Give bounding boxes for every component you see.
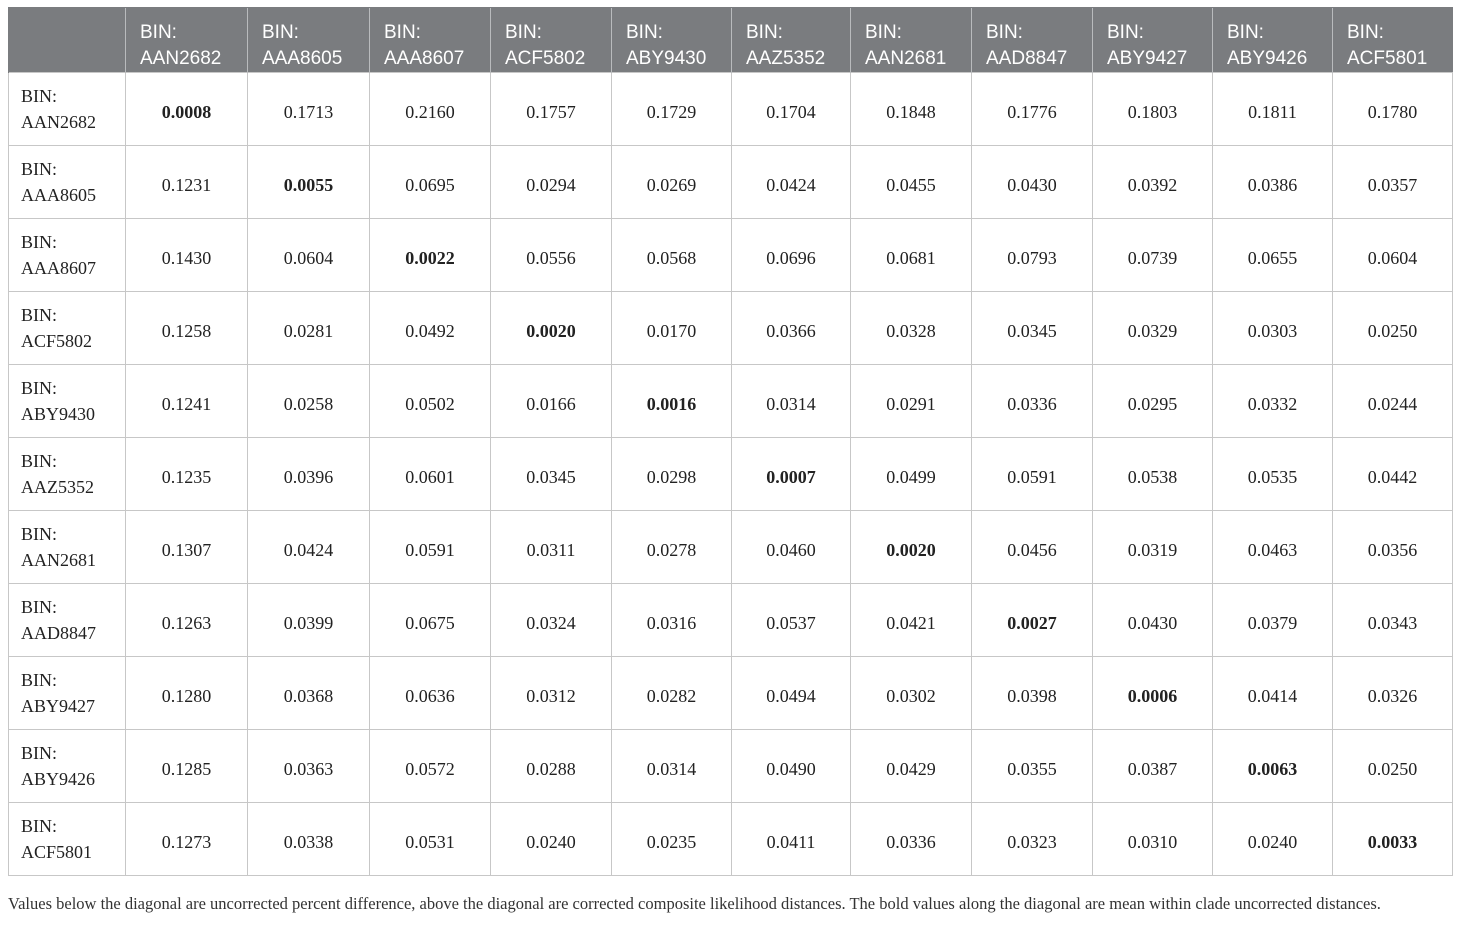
- distance-value-cell: 0.1776: [972, 73, 1093, 146]
- diagonal-value-cell: 0.0008: [126, 73, 248, 146]
- distance-value-cell: 0.0312: [491, 657, 612, 730]
- distance-value-cell: 0.0311: [491, 511, 612, 584]
- diagonal-value-cell: 0.0016: [612, 365, 732, 438]
- column-header: [1093, 8, 1213, 73]
- distance-value-cell: 0.0681: [851, 219, 972, 292]
- distance-value-cell: 0.0424: [732, 146, 851, 219]
- distance-value-cell: 0.1285: [126, 730, 248, 803]
- distance-value-cell: 0.0460: [732, 511, 851, 584]
- distance-value-cell: 0.0695: [370, 146, 491, 219]
- bin-code-label: ABY9427: [1107, 48, 1188, 69]
- distance-value-cell: 0.0490: [732, 730, 851, 803]
- distance-value-cell: 0.0655: [1213, 219, 1333, 292]
- distance-value-cell: 0.0636: [370, 657, 491, 730]
- distance-value-cell: 0.1263: [126, 584, 248, 657]
- bin-prefix-label: BIN:: [746, 22, 783, 43]
- distance-value-cell: 0.0591: [370, 511, 491, 584]
- table-row: [9, 219, 1453, 292]
- diagonal-value-cell: 0.0007: [732, 438, 851, 511]
- distance-value-cell: 0.0604: [248, 219, 370, 292]
- distance-value-cell: 0.0601: [370, 438, 491, 511]
- row-header-cell: [9, 511, 126, 584]
- distance-value-cell: 0.0455: [851, 146, 972, 219]
- table-row: [9, 292, 1453, 365]
- distance-value-cell: 0.0356: [1333, 511, 1453, 584]
- bin-code-label: ABY9430: [21, 404, 96, 424]
- distance-value-cell: 0.0278: [612, 511, 732, 584]
- distance-value-cell: 0.1713: [248, 73, 370, 146]
- distance-value-cell: 0.0329: [1093, 292, 1213, 365]
- distance-value-cell: 0.0258: [248, 365, 370, 438]
- distance-value-cell: 0.0310: [1093, 803, 1213, 876]
- distance-value-cell: 0.0170: [612, 292, 732, 365]
- distance-value-cell: 0.1780: [1333, 73, 1453, 146]
- distance-value-cell: 0.1729: [612, 73, 732, 146]
- distance-value-cell: 0.0379: [1213, 584, 1333, 657]
- bin-code-label: ACF5801: [1347, 48, 1428, 69]
- distance-value-cell: 0.0430: [972, 146, 1093, 219]
- distance-value-cell: 0.1430: [126, 219, 248, 292]
- table-row: [9, 730, 1453, 803]
- bin-prefix-label: BIN:: [262, 22, 299, 43]
- table-header: [9, 8, 1453, 73]
- distance-value-cell: 0.0363: [248, 730, 370, 803]
- distance-value-cell: 0.0456: [972, 511, 1093, 584]
- distance-value-cell: 0.0281: [248, 292, 370, 365]
- bin-code-label: AAD8847: [21, 623, 96, 643]
- distance-value-cell: 0.0326: [1333, 657, 1453, 730]
- table-row: [9, 657, 1453, 730]
- distance-value-cell: 0.0696: [732, 219, 851, 292]
- column-header: [370, 8, 491, 73]
- distance-value-cell: 0.0343: [1333, 584, 1453, 657]
- bin-prefix-label: BIN:: [1107, 22, 1144, 43]
- distance-value-cell: 0.0328: [851, 292, 972, 365]
- distance-value-cell: 0.0591: [972, 438, 1093, 511]
- column-header: [972, 8, 1093, 73]
- distance-value-cell: 0.1803: [1093, 73, 1213, 146]
- bin-code-label: ACF5801: [21, 842, 93, 862]
- distance-value-cell: 0.0538: [1093, 438, 1213, 511]
- distance-matrix-table: [8, 7, 1453, 876]
- bin-prefix-label: BIN:: [140, 22, 177, 43]
- bin-prefix-label: BIN:: [21, 232, 57, 252]
- distance-value-cell: 0.2160: [370, 73, 491, 146]
- distance-value-cell: 0.0338: [248, 803, 370, 876]
- bin-prefix-label: BIN:: [986, 22, 1023, 43]
- diagonal-value-cell: 0.0022: [370, 219, 491, 292]
- distance-value-cell: 0.0355: [972, 730, 1093, 803]
- distance-value-cell: 0.0421: [851, 584, 972, 657]
- distance-value-cell: 0.0675: [370, 584, 491, 657]
- diagonal-value-cell: 0.0020: [491, 292, 612, 365]
- distance-value-cell: 0.0316: [612, 584, 732, 657]
- distance-value-cell: 0.0556: [491, 219, 612, 292]
- distance-value-cell: 0.1231: [126, 146, 248, 219]
- distance-value-cell: 0.0411: [732, 803, 851, 876]
- distance-value-cell: 0.0531: [370, 803, 491, 876]
- distance-value-cell: 0.0398: [972, 657, 1093, 730]
- distance-value-cell: 0.0430: [1093, 584, 1213, 657]
- distance-value-cell: 0.1280: [126, 657, 248, 730]
- bin-prefix-label: BIN:: [21, 159, 57, 179]
- bin-code-label: ABY9426: [21, 769, 96, 789]
- distance-value-cell: 0.0396: [248, 438, 370, 511]
- table-row: [9, 73, 1453, 146]
- distance-value-cell: 0.0323: [972, 803, 1093, 876]
- column-header: [126, 8, 248, 73]
- bin-code-label: ABY9427: [21, 696, 96, 716]
- distance-value-cell: 0.0295: [1093, 365, 1213, 438]
- distance-value-cell: 0.0166: [491, 365, 612, 438]
- diagonal-value-cell: 0.0055: [248, 146, 370, 219]
- distance-value-cell: 0.0572: [370, 730, 491, 803]
- distance-value-cell: 0.0240: [1213, 803, 1333, 876]
- distance-value-cell: 0.1273: [126, 803, 248, 876]
- bin-code-label: AAN2682: [140, 48, 222, 69]
- bin-code-label: AAZ5352: [21, 477, 94, 497]
- bin-code-label: ABY9430: [626, 48, 707, 69]
- bin-prefix-label: BIN:: [21, 743, 57, 763]
- bin-prefix-label: BIN:: [21, 305, 57, 325]
- distance-value-cell: 0.0793: [972, 219, 1093, 292]
- distance-value-cell: 0.0235: [612, 803, 732, 876]
- row-header-cell: [9, 146, 126, 219]
- bin-code-label: AAA8607: [384, 48, 465, 69]
- distance-value-cell: 0.0298: [612, 438, 732, 511]
- distance-value-cell: 0.0250: [1333, 730, 1453, 803]
- distance-value-cell: 0.0424: [248, 511, 370, 584]
- bin-code-label: ABY9426: [1227, 48, 1308, 69]
- distance-value-cell: 0.0357: [1333, 146, 1453, 219]
- distance-value-cell: 0.0502: [370, 365, 491, 438]
- distance-value-cell: 0.0244: [1333, 365, 1453, 438]
- bin-prefix-label: BIN:: [21, 378, 57, 398]
- distance-value-cell: 0.0240: [491, 803, 612, 876]
- distance-value-cell: 0.0429: [851, 730, 972, 803]
- row-header-cell: [9, 219, 126, 292]
- bin-code-label: AAN2682: [21, 112, 96, 132]
- distance-value-cell: 0.0414: [1213, 657, 1333, 730]
- diagonal-value-cell: 0.0033: [1333, 803, 1453, 876]
- bin-prefix-label: BIN:: [865, 22, 902, 43]
- column-header: [851, 8, 972, 73]
- row-header-cell: [9, 657, 126, 730]
- distance-value-cell: 0.0535: [1213, 438, 1333, 511]
- bin-code-label: AAN2681: [865, 48, 947, 69]
- bin-code-label: AAA8605: [21, 185, 96, 205]
- distance-value-cell: 0.0499: [851, 438, 972, 511]
- distance-value-cell: 0.1811: [1213, 73, 1333, 146]
- distance-value-cell: 0.0269: [612, 146, 732, 219]
- bin-code-label: ACF5802: [505, 48, 586, 69]
- distance-value-cell: 0.0345: [491, 438, 612, 511]
- diagonal-value-cell: 0.0020: [851, 511, 972, 584]
- distance-value-cell: 0.0332: [1213, 365, 1333, 438]
- table-row: [9, 584, 1453, 657]
- bin-prefix-label: BIN:: [1347, 22, 1384, 43]
- distance-value-cell: 0.1848: [851, 73, 972, 146]
- column-header: [1213, 8, 1333, 73]
- table-row: [9, 438, 1453, 511]
- column-header: [1333, 8, 1453, 73]
- distance-value-cell: 0.0314: [612, 730, 732, 803]
- distance-value-cell: 0.1241: [126, 365, 248, 438]
- distance-table-container: [8, 7, 1452, 876]
- bin-code-label: AAZ5352: [746, 48, 826, 69]
- distance-value-cell: 0.1235: [126, 438, 248, 511]
- distance-value-cell: 0.0366: [732, 292, 851, 365]
- table-row: [9, 803, 1453, 876]
- row-header-cell: [9, 730, 126, 803]
- bin-prefix-label: BIN:: [21, 451, 57, 471]
- distance-value-cell: 0.0336: [851, 803, 972, 876]
- distance-value-cell: 0.0291: [851, 365, 972, 438]
- bin-code-label: AAA8605: [262, 48, 343, 69]
- row-header-cell: [9, 73, 126, 146]
- row-header-cell: [9, 365, 126, 438]
- distance-value-cell: 0.0345: [972, 292, 1093, 365]
- column-header: [732, 8, 851, 73]
- bin-prefix-label: BIN:: [21, 670, 57, 690]
- distance-value-cell: 0.0288: [491, 730, 612, 803]
- distance-value-cell: 0.0386: [1213, 146, 1333, 219]
- bin-code-label: AAN2681: [21, 550, 96, 570]
- distance-value-cell: 0.1757: [491, 73, 612, 146]
- distance-value-cell: 0.0282: [612, 657, 732, 730]
- distance-value-cell: 0.1704: [732, 73, 851, 146]
- distance-value-cell: 0.0319: [1093, 511, 1213, 584]
- row-header-cell: [9, 803, 126, 876]
- distance-value-cell: 0.0303: [1213, 292, 1333, 365]
- bin-prefix-label: BIN:: [21, 86, 57, 106]
- distance-value-cell: 0.0739: [1093, 219, 1213, 292]
- bin-prefix-label: BIN:: [1227, 22, 1264, 43]
- distance-value-cell: 0.0387: [1093, 730, 1213, 803]
- distance-value-cell: 0.0604: [1333, 219, 1453, 292]
- row-header-cell: [9, 292, 126, 365]
- table-row: [9, 146, 1453, 219]
- distance-value-cell: 0.0392: [1093, 146, 1213, 219]
- distance-value-cell: 0.1258: [126, 292, 248, 365]
- distance-value-cell: 0.0250: [1333, 292, 1453, 365]
- bin-code-label: AAA8607: [21, 258, 96, 278]
- diagonal-value-cell: 0.0027: [972, 584, 1093, 657]
- row-header-cell: [9, 438, 126, 511]
- table-row: [9, 511, 1453, 584]
- bin-prefix-label: BIN:: [505, 22, 542, 43]
- distance-value-cell: 0.0324: [491, 584, 612, 657]
- table-row: [9, 365, 1453, 438]
- corner-header-cell: [9, 8, 126, 73]
- table-footnote: Values below the diagonal are uncorrected percent difference, above the diagonal are corrected composite likelihood distances. The bold values along the diagonal are mean within clade uncorrected distances.: [8, 894, 1381, 913]
- distance-value-cell: 0.0302: [851, 657, 972, 730]
- distance-value-cell: 0.0463: [1213, 511, 1333, 584]
- distance-value-cell: 0.0399: [248, 584, 370, 657]
- distance-value-cell: 0.0336: [972, 365, 1093, 438]
- bin-prefix-label: BIN:: [21, 816, 57, 836]
- bin-prefix-label: BIN:: [626, 22, 663, 43]
- distance-value-cell: 0.0442: [1333, 438, 1453, 511]
- distance-value-cell: 0.0294: [491, 146, 612, 219]
- distance-value-cell: 0.0368: [248, 657, 370, 730]
- distance-value-cell: 0.1307: [126, 511, 248, 584]
- distance-value-cell: 0.0494: [732, 657, 851, 730]
- diagonal-value-cell: 0.0006: [1093, 657, 1213, 730]
- bin-prefix-label: BIN:: [384, 22, 421, 43]
- diagonal-value-cell: 0.0063: [1213, 730, 1333, 803]
- column-header: [612, 8, 732, 73]
- header-row: [9, 8, 1453, 73]
- distance-value-cell: 0.0537: [732, 584, 851, 657]
- bin-code-label: AAD8847: [986, 48, 1068, 69]
- distance-value-cell: 0.0492: [370, 292, 491, 365]
- column-header: [248, 8, 370, 73]
- bin-prefix-label: BIN:: [21, 597, 57, 617]
- distance-value-cell: 0.0314: [732, 365, 851, 438]
- bin-code-label: ACF5802: [21, 331, 93, 351]
- distance-value-cell: 0.0568: [612, 219, 732, 292]
- bin-prefix-label: BIN:: [21, 524, 57, 544]
- column-header: [491, 8, 612, 73]
- row-header-cell: [9, 584, 126, 657]
- table-body: [9, 73, 1453, 876]
